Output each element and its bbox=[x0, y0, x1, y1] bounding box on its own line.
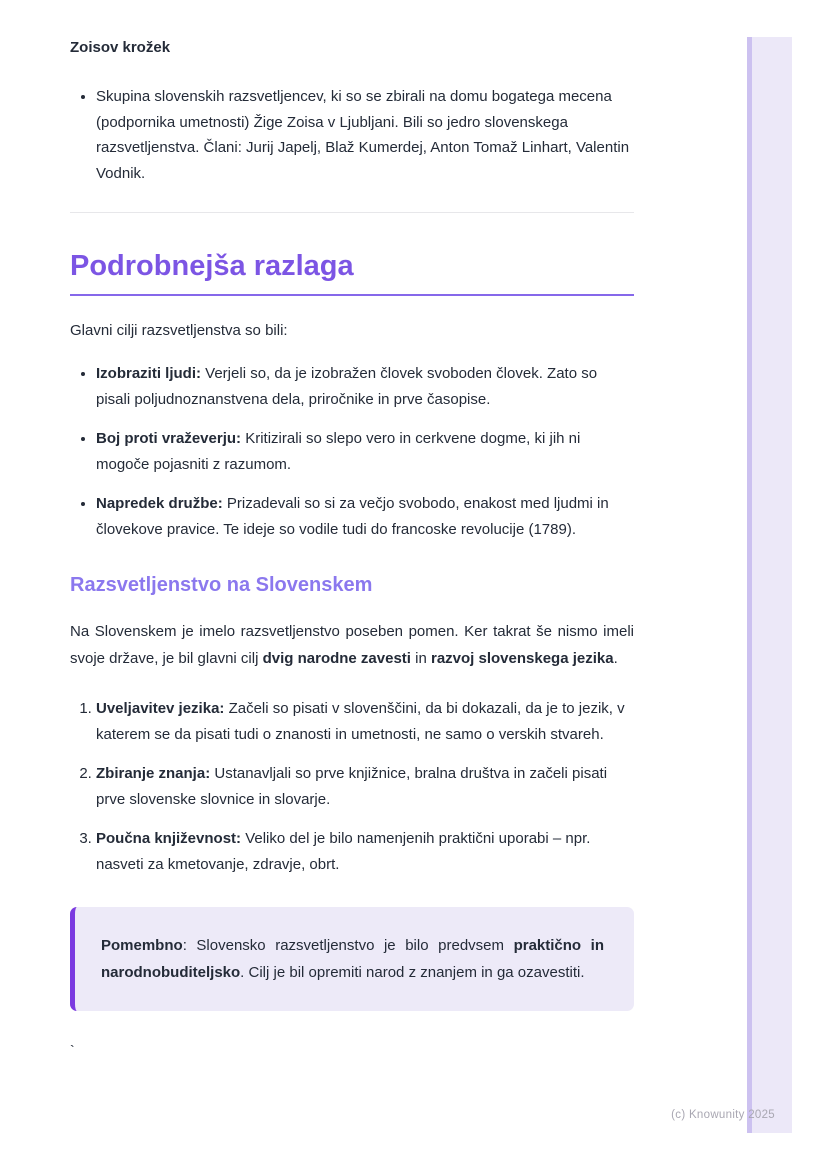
goal-item-label: Izobraziti ljudi: bbox=[96, 365, 201, 382]
goal-item-text: Verjeli so, da je izobražen človek svoboden človek. Zato so pisali poljudnoznanstvena dela, priročnike in prve časopise. bbox=[96, 365, 598, 408]
document-page bbox=[70, 38, 634, 1059]
step-item bbox=[96, 696, 634, 747]
zoisov-bullet-list bbox=[70, 84, 634, 186]
callout-text-segment: . Cilj je bil opremiti narod z znanjem in ga ozavestiti. bbox=[240, 964, 585, 981]
paragraph-segment: in bbox=[410, 650, 431, 667]
goal-item bbox=[96, 426, 634, 477]
next-page-edge-strip bbox=[747, 37, 792, 1133]
zoisov-krozek-heading: Zoisov krožek bbox=[70, 39, 171, 56]
callout-text-segment: : Slovensko razsvetljenstvo je bilo predvsem bbox=[182, 937, 514, 954]
goal-item-label: Napredek družbe: bbox=[96, 495, 223, 512]
paragraph-bold-segment: dvig narodne zavesti bbox=[262, 650, 411, 667]
paragraph-segment: . bbox=[613, 650, 618, 667]
goals-list bbox=[70, 361, 634, 542]
zoisov-bullet-item: • Skupina slovenskih razsvetljencev, ki so se zbirali na domu bogatega mecena (podpornika umetnosti) Žige Zoisa v Ljubljani. Bili so jedro slovenskega razsvetljenstva. Člani: Jurij Japelj, Blaž Kumerdej, Anton Tomaž Linhart, Valentin Vodnik. bbox=[96, 84, 634, 186]
step-item-label: Zbiranje znanja: bbox=[96, 765, 211, 782]
step-item-label: Uveljavitev jezika: bbox=[96, 700, 225, 717]
callout-bold-segment: Pomembno bbox=[101, 937, 183, 954]
goal-item-text: Kritizirali so slepo vero in cerkvene dogme, ki jih ni mogoče pojasniti z razumom. bbox=[96, 430, 581, 473]
step-item-text: Veliko del je bilo namenjenih praktični uporabi – npr. nasveti za kmetovanje, zdravje, obrt. bbox=[96, 830, 591, 873]
page-title: Podrobnejša razlaga bbox=[70, 249, 634, 296]
step-item bbox=[96, 826, 634, 877]
goal-item bbox=[96, 491, 634, 542]
paragraph-segment: Na Slovenskem je imelo razsvetljenstvo poseben pomen. Ker takrat še nismo imeli svoje države, je bil glavni cilj bbox=[70, 623, 634, 667]
paragraph-bold-segment: razvoj slovenskega jezika bbox=[430, 650, 614, 667]
step-item-label: Poučna književnost: bbox=[96, 830, 242, 847]
step-item bbox=[96, 761, 634, 812]
goals-intro-text: Glavni cilji razsvetljenstva so bili: bbox=[70, 322, 288, 339]
goal-item bbox=[96, 361, 634, 412]
section-divider bbox=[70, 212, 634, 213]
goal-item-label: Boj proti vraževerju: bbox=[96, 430, 242, 447]
important-callout bbox=[70, 907, 634, 1011]
stray-backtick: ` bbox=[70, 1042, 75, 1058]
footer-copyright: (c) Knowunity 2025 bbox=[671, 1109, 775, 1121]
slovenia-paragraph bbox=[70, 618, 634, 672]
step-item-text: Ustanavljali so prve knjižnice, bralna društva in začeli pisati prve slovenske slovnice in slovarje. bbox=[96, 765, 608, 808]
step-item-text: Začeli so pisati v slovenščini, da bi dokazali, da je to jezik, v katerem se da pisati tudi o znanosti in umetnosti, ne samo o verskih stvareh. bbox=[96, 700, 625, 743]
goal-item-text: Prizadevali so si za večjo svobodo, enakost med ljudmi in človekove pravice. Te ideje so vodile tudi do francoske revolucije (1789). bbox=[96, 495, 609, 538]
callout-bold-segment: praktično in narodnobuditeljsko bbox=[101, 937, 604, 981]
steps-list bbox=[70, 696, 634, 877]
subsection-heading-slovenskem: Razsvetljenstvo na Slovenskem bbox=[70, 574, 373, 596]
